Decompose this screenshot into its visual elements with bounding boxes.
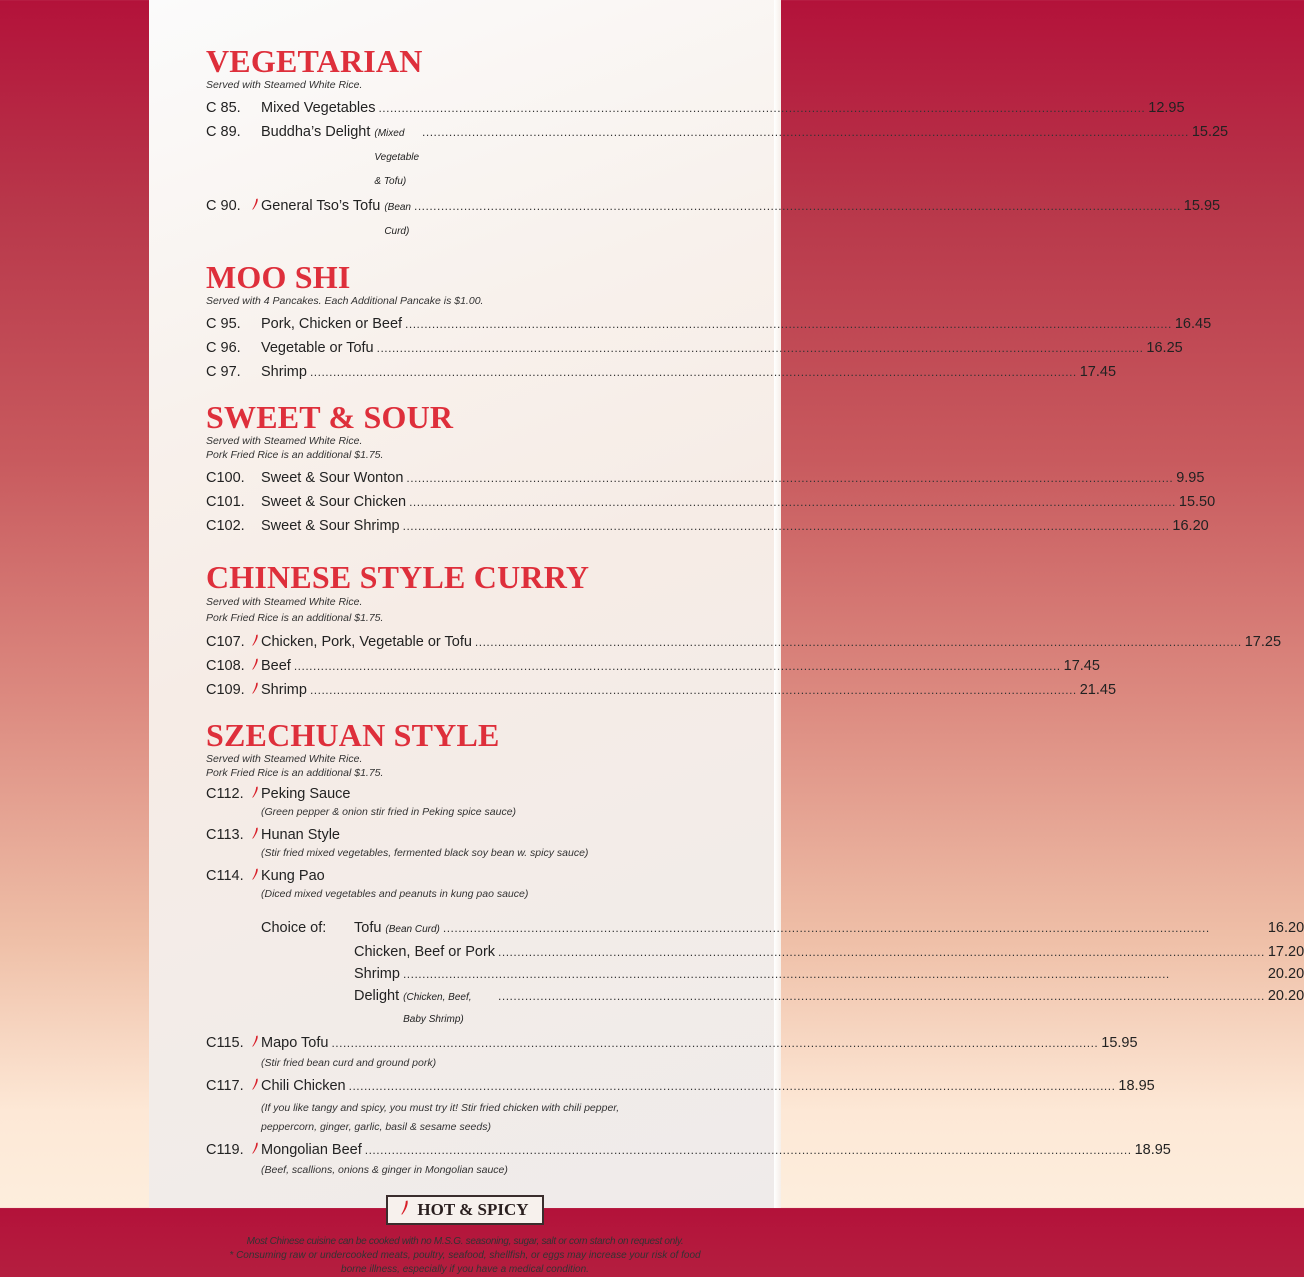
- item-subtitle: (Mixed Vegetable & Tofu): [374, 128, 420, 187]
- item-name: Chicken, Pork, Vegetable or Tofu: [261, 634, 472, 650]
- item-price: 18.95: [1134, 1142, 1171, 1158]
- item-name: Sweet & Sour Chicken: [261, 494, 407, 510]
- menu-item: [206, 1031, 1138, 1055]
- item-name: Sweet & Sour Wonton: [261, 470, 404, 486]
- chili-pepper-icon: [250, 827, 261, 839]
- section-chinese-style-curry: [206, 559, 1282, 702]
- item-code: C114.: [206, 868, 244, 884]
- choice-price: 16.20: [1267, 920, 1304, 936]
- item-name: Kung Pao: [261, 868, 325, 884]
- choice-group: [206, 917, 1304, 1031]
- menu-item: [206, 360, 1117, 384]
- menu-item: [206, 490, 1216, 514]
- menu-item: [206, 630, 1282, 654]
- section-title: CHINESE STYLE CURRY: [206, 559, 590, 595]
- menu-item: [206, 312, 1212, 336]
- item-subtitle: (Bean Curd): [384, 202, 411, 237]
- item-price: 15.95: [1101, 1035, 1138, 1051]
- item-price: 21.45: [1079, 682, 1117, 698]
- item-code: C100.: [206, 470, 245, 486]
- item-price: 12.95: [1148, 100, 1185, 116]
- chili-pepper-icon: [250, 658, 261, 670]
- menu-item: [206, 784, 724, 804]
- menu-item: [206, 825, 724, 845]
- menu-item: [206, 1138, 1171, 1162]
- chili-pepper-icon: [250, 868, 261, 880]
- section-szechuan-style: [206, 717, 1304, 1179]
- dot-leader: [498, 985, 1265, 1007]
- item-name: General Tso’s Tofu: [261, 198, 381, 214]
- item-name: Mapo Tofu: [261, 1035, 329, 1051]
- section-note: Served with Steamed White Rice.: [206, 596, 363, 608]
- choice-name: Shrimp: [354, 966, 400, 982]
- item-code: C115.: [206, 1035, 244, 1051]
- choice-name: Tofu: [354, 920, 382, 936]
- item-description: peppercorn, ginger, garlic, basil & sesame seeds): [261, 1121, 491, 1133]
- dot-leader: [443, 917, 1265, 939]
- section-note: Served with Steamed White Rice.: [206, 753, 363, 765]
- footer-notes: [206, 1235, 724, 1277]
- dot-leader: [403, 514, 1170, 538]
- section-sweet-sour: [206, 399, 1216, 538]
- item-code: C113.: [206, 827, 244, 843]
- item-price: 15.25: [1191, 124, 1229, 140]
- menu-item: [206, 654, 1100, 678]
- item-code: C 89.: [206, 124, 241, 140]
- dot-leader: [422, 120, 1189, 144]
- item-price: 15.95: [1183, 198, 1221, 214]
- dot-leader: [414, 194, 1181, 218]
- dot-leader: [310, 678, 1077, 702]
- dot-leader: [378, 96, 1145, 120]
- choice-price: 20.20: [1267, 966, 1304, 982]
- item-code: C 97.: [206, 364, 241, 380]
- item-code: C 96.: [206, 340, 241, 356]
- choice-label: Choice of:: [261, 920, 327, 936]
- footer-consumer-advisory-cont: borne illness, especially if you have a medical condition.: [341, 1264, 589, 1275]
- menu-item: [206, 678, 1117, 702]
- menu-item: [206, 336, 1183, 360]
- chili-pepper-icon: [250, 634, 261, 646]
- item-code: C 90.: [206, 198, 241, 214]
- section-note: Pork Fried Rice is an additional $1.75.: [206, 612, 384, 624]
- menu-item: [206, 96, 1185, 120]
- chili-pepper-icon: [250, 682, 261, 694]
- item-description: (Green pepper & onion stir fried in Peking spice sauce): [261, 806, 517, 818]
- item-description: (Diced mixed vegetables and peanuts in kung pao sauce): [261, 888, 529, 900]
- item-code: C108.: [206, 658, 245, 674]
- item-description: (Stir fried mixed vegetables, fermented black soy bean w. spicy sauce): [261, 847, 589, 859]
- chili-pepper-icon: [250, 1142, 261, 1154]
- dot-leader: [365, 1138, 1132, 1162]
- chili-pepper-icon: [401, 1200, 409, 1220]
- item-name: Shrimp: [261, 364, 307, 380]
- item-name: Hunan Style: [261, 827, 340, 843]
- section-title: MOO SHI: [206, 259, 351, 295]
- section-title: SWEET & SOUR: [206, 399, 454, 435]
- choice-option: [354, 941, 1304, 963]
- menu-item: [206, 866, 724, 886]
- choice-option: [354, 985, 1304, 1031]
- item-code: C119.: [206, 1142, 244, 1158]
- menu-item: [206, 194, 1221, 244]
- dot-leader: [377, 336, 1144, 360]
- dot-leader: [405, 312, 1172, 336]
- dot-leader: [331, 1031, 1098, 1055]
- item-price: 15.50: [1178, 494, 1216, 510]
- menu-item: [206, 1074, 1155, 1098]
- item-description: (If you like tangy and spicy, you must try it! Stir fried chicken with chili pepper,: [261, 1102, 620, 1114]
- choice-price: 20.20: [1267, 988, 1304, 1004]
- menu-item: [206, 466, 1205, 490]
- item-code: C117.: [206, 1078, 244, 1094]
- legend-label: HOT & SPICY: [417, 1200, 529, 1219]
- item-price: 17.45: [1079, 364, 1117, 380]
- dot-leader: [403, 963, 1265, 985]
- dot-leader: [409, 490, 1176, 514]
- section-moo-shi: [206, 259, 1212, 384]
- dot-leader: [498, 941, 1265, 963]
- menu-item: [206, 514, 1209, 538]
- item-name: Chili Chicken: [261, 1078, 346, 1094]
- item-code: C112.: [206, 786, 244, 802]
- dot-leader: [294, 654, 1061, 678]
- item-name: Pork, Chicken or Beef: [261, 316, 403, 332]
- section-note: Served with Steamed White Rice.: [206, 79, 363, 91]
- choice-name: Chicken, Beef or Pork: [354, 944, 496, 960]
- chili-pepper-icon: [250, 1078, 261, 1090]
- choice-option: [354, 917, 1304, 941]
- item-code: C 85.: [206, 100, 241, 116]
- section-note: Served with 4 Pancakes. Each Additional Pancake is $1.00.: [206, 295, 484, 307]
- item-description: (Stir fried bean curd and ground pork): [261, 1057, 437, 1069]
- item-price: 9.95: [1176, 470, 1205, 486]
- dot-leader: [310, 360, 1077, 384]
- item-price: 18.95: [1118, 1078, 1155, 1094]
- item-price: 17.45: [1063, 658, 1100, 674]
- item-price: 16.25: [1146, 340, 1183, 356]
- item-price: 16.45: [1174, 316, 1212, 332]
- item-name: Mongolian Beef: [261, 1142, 362, 1158]
- item-code: C109.: [206, 682, 245, 698]
- footer-consumer-advisory: * Consuming raw or undercooked meats, poultry, seafood, shellfish, or eggs may increase your risk of food: [229, 1250, 701, 1261]
- item-code: C102.: [206, 518, 245, 534]
- item-name: Vegetable or Tofu: [261, 340, 374, 356]
- chili-pepper-icon: [250, 198, 261, 210]
- menu-content: [206, 43, 1304, 1277]
- section-title: SZECHUAN STYLE: [206, 717, 500, 753]
- menu-item: [206, 120, 1229, 194]
- section-vegetarian: [206, 43, 1229, 244]
- section-note: Pork Fried Rice is an additional $1.75.: [206, 449, 384, 461]
- item-name: Mixed Vegetables: [261, 100, 376, 116]
- choice-subtitle: (Bean Curd): [385, 924, 440, 935]
- section-note: Served with Steamed White Rice.: [206, 435, 363, 447]
- item-price: 16.20: [1172, 518, 1209, 534]
- choice-subtitle: (Chicken, Beef, Baby Shrimp): [403, 992, 472, 1025]
- item-code: C101.: [206, 494, 245, 510]
- item-price: 17.25: [1244, 634, 1282, 650]
- footer-msg-note: Most Chinese cuisine can be cooked with no M.S.G. seasoning, sugar, salt or corn starch on request only.: [246, 1236, 684, 1247]
- item-code: C107.: [206, 634, 245, 650]
- item-name: Sweet & Sour Shrimp: [261, 518, 400, 534]
- dot-leader: [475, 630, 1242, 654]
- choice-name: Delight: [354, 988, 400, 1004]
- item-name: Peking Sauce: [261, 786, 351, 802]
- section-note: Pork Fried Rice is an additional $1.75.: [206, 767, 384, 779]
- dot-leader: [406, 466, 1173, 490]
- item-name: Buddha’s Delight: [261, 124, 371, 140]
- choice-option: [354, 963, 1304, 985]
- item-description: (Beef, scallions, onions & ginger in Mongolian sauce): [261, 1164, 508, 1176]
- choice-price: 17.20: [1267, 944, 1304, 960]
- dot-leader: [349, 1074, 1116, 1098]
- item-name: Shrimp: [261, 682, 307, 698]
- chili-pepper-icon: [250, 1035, 261, 1047]
- hot-spicy-legend: [386, 1195, 544, 1225]
- chili-pepper-icon: [250, 786, 261, 798]
- section-title: VEGETARIAN: [206, 43, 423, 79]
- item-code: C 95.: [206, 316, 241, 332]
- item-name: Beef: [261, 658, 291, 674]
